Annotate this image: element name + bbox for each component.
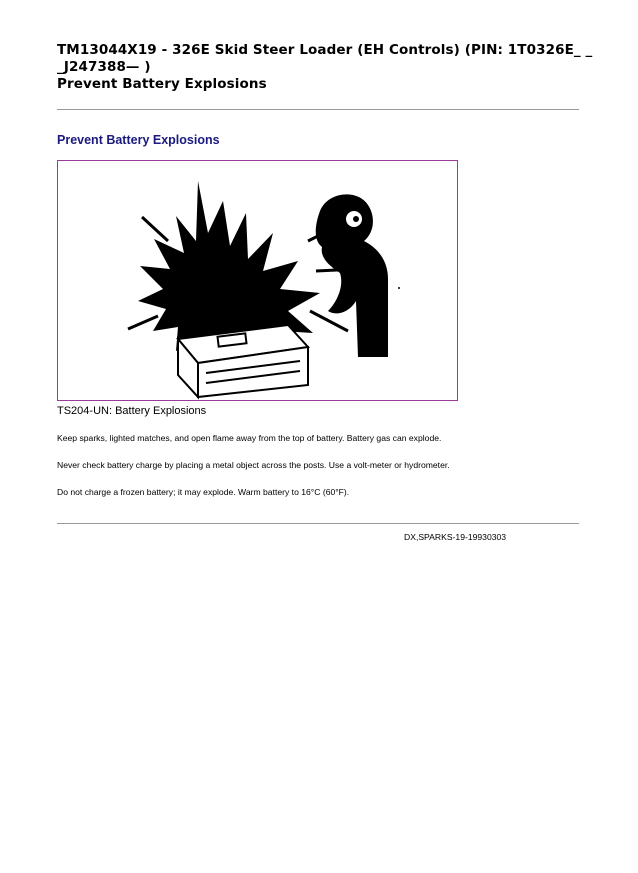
document-title-line: TM13044X19 - 326E Skid Steer Loader (EH Controls) (PIN: 1T0326E_ _ [57,42,593,58]
document-title-line: Prevent Battery Explosions [57,76,267,92]
figure-caption: TS204-UN: Battery Explosions [57,405,207,417]
section-heading: Prevent Battery Explosions [57,133,220,147]
reference-code: DX,SPARKS-19-19930303 [404,532,507,542]
paragraph: Never check battery charge by placing a metal object across the posts. Use a volt-meter or hydrometer. [57,460,450,470]
figure-frame [57,160,458,401]
paragraph: Keep sparks, lighted matches, and open flame away from the top of battery. Battery gas can explode. [57,433,442,443]
bottom-divider [57,523,579,524]
document-title [57,42,593,93]
top-divider [57,109,579,110]
document-title-line: _J247388— ) [57,59,151,75]
battery-explosion-icon [58,161,457,400]
paragraph: Do not charge a frozen battery; it may explode. Warm battery to 16°C (60°F). [57,487,350,497]
